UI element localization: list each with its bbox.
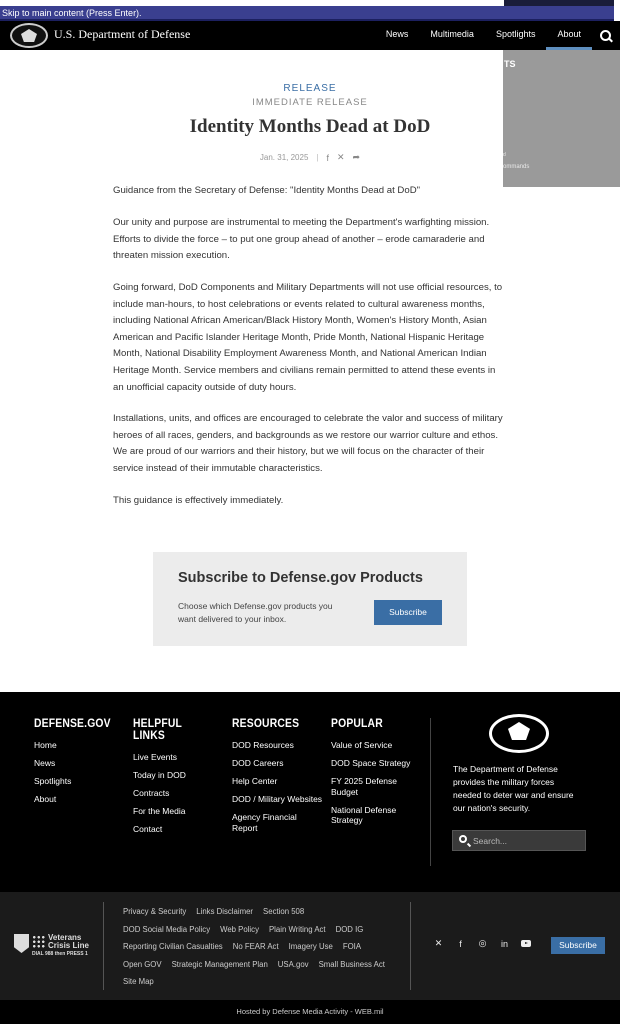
footer-heading: DEFENSE.GOV bbox=[34, 718, 111, 730]
footer-link[interactable]: Contact bbox=[133, 824, 163, 834]
footer-link[interactable]: National Defense Strategy bbox=[331, 804, 397, 825]
site-footer bbox=[0, 692, 620, 892]
article-paragraph: Our unity and purpose are instrumental to meeting the Department's warfighting mission. Efforts to divide the force – to put one group ahead of another – erode camaraderie and threaten mission execution. bbox=[113, 217, 490, 262]
policy-link[interactable]: Web Policy bbox=[220, 924, 259, 934]
release-kicker: RELEASE bbox=[283, 83, 337, 94]
footer-link[interactable]: DOD Resources bbox=[232, 740, 294, 750]
article-date: Jan. 31, 2025 bbox=[259, 153, 309, 162]
nav-about[interactable]: About bbox=[546, 21, 592, 50]
footer-column-helpful bbox=[133, 718, 223, 842]
article-paragraph: This guidance is effectively immediately. bbox=[113, 495, 284, 506]
footer-link[interactable]: Agency Financial Report bbox=[232, 812, 297, 833]
policy-link[interactable]: USA.gov bbox=[277, 959, 309, 969]
footer-search bbox=[452, 830, 586, 851]
footer-link[interactable]: FY 2025 Defense Budget bbox=[331, 776, 397, 797]
subscribe-button[interactable]: Subscribe bbox=[374, 600, 442, 625]
footer-divider bbox=[430, 718, 431, 866]
footer-heading: HELPFUL LINKS bbox=[133, 718, 182, 742]
policy-link[interactable]: DOD IG bbox=[335, 924, 364, 934]
dropdown-partial-link[interactable]: ommands bbox=[503, 164, 530, 170]
hosted-by[interactable]: Hosted by Defense Media Activity - WEB.mil bbox=[0, 1000, 620, 1024]
subfooter-divider bbox=[410, 902, 411, 990]
dod-seal-icon bbox=[489, 714, 549, 753]
article-paragraph: Going forward, DoD Components and Military Departments will not use official resources, to include man-hours, to host celebrations or events related to cultural awareness months, including National African American/Black History Month, Women's History Month, Asian American and Pacific Islander Heritage Month, Pride Month, National Hispanic Heritage Month, National Disability Employment Awareness Month, and National American Indian Heritage Month. Service members and civilians remain permitted to attend these events in an unofficial capacity outside of duty hours. bbox=[113, 282, 503, 393]
policy-link[interactable]: Small Business Act bbox=[318, 959, 385, 969]
footer-heading: RESOURCES bbox=[232, 718, 300, 730]
policy-link[interactable]: Imagery Use bbox=[288, 942, 333, 951]
main-nav bbox=[375, 21, 620, 50]
policy-links bbox=[123, 907, 408, 995]
footer-link[interactable]: For the Media bbox=[133, 806, 186, 816]
x-icon[interactable]: ✕ bbox=[434, 938, 443, 948]
share-icon[interactable]: ➦ bbox=[352, 152, 361, 162]
footer-column-defense bbox=[34, 718, 124, 812]
crisis-line-star-icon bbox=[14, 934, 29, 953]
youtube-icon[interactable] bbox=[521, 940, 531, 947]
footer-link[interactable]: Contracts bbox=[133, 788, 170, 798]
dropdown-partial-heading: TS bbox=[504, 59, 516, 69]
footer-link[interactable]: Home bbox=[34, 740, 57, 750]
x-share-icon[interactable]: ✕ bbox=[336, 152, 345, 162]
dod-seal-icon[interactable] bbox=[10, 23, 48, 48]
policy-link[interactable]: No FEAR Act bbox=[232, 942, 279, 951]
social-links bbox=[433, 938, 531, 949]
footer-column-popular bbox=[331, 718, 425, 833]
footer-link[interactable]: Help Center bbox=[232, 776, 278, 786]
subscribe-title: Subscribe to Defense.gov Products bbox=[178, 570, 423, 586]
article-meta bbox=[0, 152, 620, 163]
nav-spotlights[interactable]: Spotlights bbox=[495, 29, 536, 39]
footer-link[interactable]: DOD Careers bbox=[232, 758, 284, 768]
footer-link[interactable]: DOD Space Strategy bbox=[331, 758, 411, 768]
site-title[interactable]: U.S. Department of Defense bbox=[54, 27, 191, 41]
article-title: Identity Months Dead at DoD bbox=[189, 116, 431, 137]
subscribe-box bbox=[153, 552, 467, 646]
sub-footer bbox=[0, 892, 620, 1000]
footer-link[interactable]: Value of Service bbox=[331, 740, 393, 750]
meta-separator: | bbox=[316, 153, 319, 162]
facebook-icon[interactable]: f bbox=[459, 938, 462, 949]
crisis-line-title: Veterans Crisis Line bbox=[48, 933, 89, 950]
footer-mission: The Department of Defense provides the military forces needed to deter war and ensure our nation's security. bbox=[453, 764, 574, 813]
policy-link[interactable]: Plain Writing Act bbox=[268, 924, 326, 934]
policy-link[interactable]: Reporting Civilian Casualties bbox=[123, 942, 223, 951]
facebook-share-icon[interactable]: f bbox=[326, 152, 329, 163]
linkedin-icon[interactable]: in bbox=[500, 938, 508, 949]
footer-link[interactable]: Live Events bbox=[133, 752, 177, 762]
policy-link[interactable]: Open GOV bbox=[123, 959, 162, 969]
footer-column-resources bbox=[232, 718, 324, 841]
search-icon[interactable] bbox=[459, 835, 467, 843]
dropdown-partial-text: d bbox=[503, 152, 506, 158]
policy-link[interactable]: Strategic Management Plan bbox=[171, 959, 268, 969]
footer-heading: POPULAR bbox=[331, 718, 383, 730]
skip-link[interactable]: Skip to main content (Press Enter). bbox=[0, 6, 614, 21]
footer-link[interactable]: News bbox=[34, 758, 56, 768]
footer-search-input[interactable] bbox=[473, 833, 581, 848]
policy-link[interactable]: Section 508 bbox=[263, 907, 305, 916]
footer-link[interactable]: Today in DOD bbox=[133, 770, 186, 780]
footer-link[interactable]: Spotlights bbox=[34, 776, 72, 786]
crisis-line-dots-icon bbox=[32, 935, 46, 948]
nav-multimedia[interactable]: Multimedia bbox=[430, 29, 474, 39]
footer-link[interactable]: DOD / Military Websites bbox=[232, 794, 323, 804]
subscribe-description: Choose which Defense.gov products you want delivered to your inbox. bbox=[178, 601, 333, 624]
release-subkicker: IMMEDIATE RELEASE bbox=[252, 97, 368, 108]
veterans-crisis-line-logo[interactable] bbox=[14, 934, 90, 960]
instagram-icon[interactable]: ◎ bbox=[478, 938, 487, 948]
policy-link[interactable]: Links Disclaimer bbox=[196, 907, 254, 916]
footer-link[interactable]: About bbox=[34, 794, 57, 804]
article-paragraph: Installations, units, and offices are encouraged to celebrate the valor and success of military heroes of all races, genders, and backgrounds as we restore our warrior culture and ethos. We are proud of our warriors and their history, but we will focus on the character of their service instead of their immutable characteristics. bbox=[113, 413, 503, 474]
article-paragraph: Guidance from the Secretary of Defense: "Identity Months Dead at DoD" bbox=[113, 185, 421, 196]
footer-subscribe-button[interactable]: Subscribe bbox=[551, 937, 605, 954]
policy-link[interactable]: DOD Social Media Policy bbox=[123, 924, 211, 934]
policy-link[interactable]: Privacy & Security bbox=[123, 907, 187, 916]
policy-link[interactable]: FOIA bbox=[342, 942, 362, 951]
policy-link[interactable]: Site Map bbox=[123, 977, 154, 986]
site-header bbox=[0, 21, 620, 50]
search-icon[interactable] bbox=[592, 21, 620, 50]
subfooter-divider bbox=[103, 902, 104, 990]
nav-news[interactable]: News bbox=[385, 29, 409, 39]
crisis-line-tagline: DIAL 988 then PRESS 1 bbox=[32, 951, 88, 957]
